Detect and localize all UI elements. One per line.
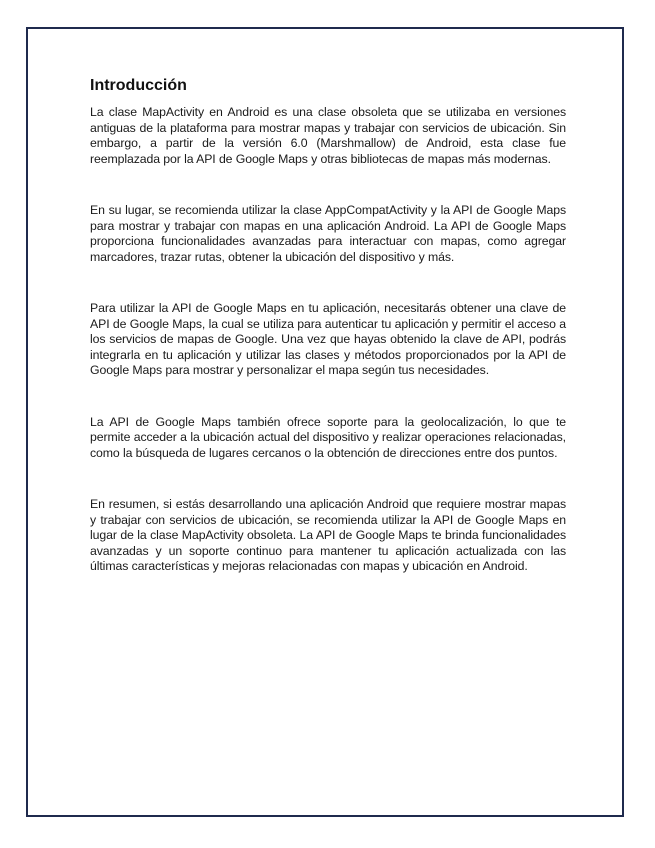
paragraph-3: Para utilizar la API de Google Maps en tu aplicación, necesitarás obtener una clave de API de Google Maps, la cual se utiliza para autenticar tu aplicación y permitir el acceso a los servicios de mapas de Google. Una vez que hayas obtenido la clave de API, podrás integrarla en tu aplicación y utilizar las clases y métodos proporcionados por la API de Google Maps para mostrar y personalizar el mapa según tus necesidades. xyxy=(90,301,566,377)
section-heading: Introducción xyxy=(90,77,187,94)
paragraph-5: En resumen, si estás desarrollando una aplicación Android que requiere mostrar mapas y trabajar con servicios de ubicación, se recomienda utilizar la API de Google Maps en lugar de la clase MapActivity obsoleta. La API de Google Maps te brinda funcionalidades avanzadas y un soporte continuo para mantener tu aplicación actualizada con las últimas características y mejoras relacionadas con mapas y ubicación en Android. xyxy=(90,497,566,573)
paragraph-4: La API de Google Maps también ofrece soporte para la geolocalización, lo que te permite acceder a la ubicación actual del dispositivo y realizar operaciones relacionadas, como la búsqueda de lugares cercanos o la obtención de direcciones entre dos puntos. xyxy=(90,414,566,460)
document-body xyxy=(90,76,566,575)
paragraph-1: La clase MapActivity en Android es una clase obsoleta que se utilizaba en versiones antiguas de la plataforma para mostrar mapas y trabajar con servicios de ubicación. Sin embargo, a partir de la versión 6.0 (Marshmallow) de Android, esta clase fue reemplazada por la API de Google Maps y otras bibliotecas de mapas más modernas. xyxy=(90,105,566,166)
paragraph-2: En su lugar, se recomienda utilizar la clase AppCompatActivity y la API de Google Maps para mostrar y trabajar con mapas en una aplicación Android. La API de Google Maps proporciona funcionalidades avanzadas para interactuar con mapas, como agregar marcadores, trazar rutas, obtener la ubicación del dispositivo y más. xyxy=(90,203,566,264)
